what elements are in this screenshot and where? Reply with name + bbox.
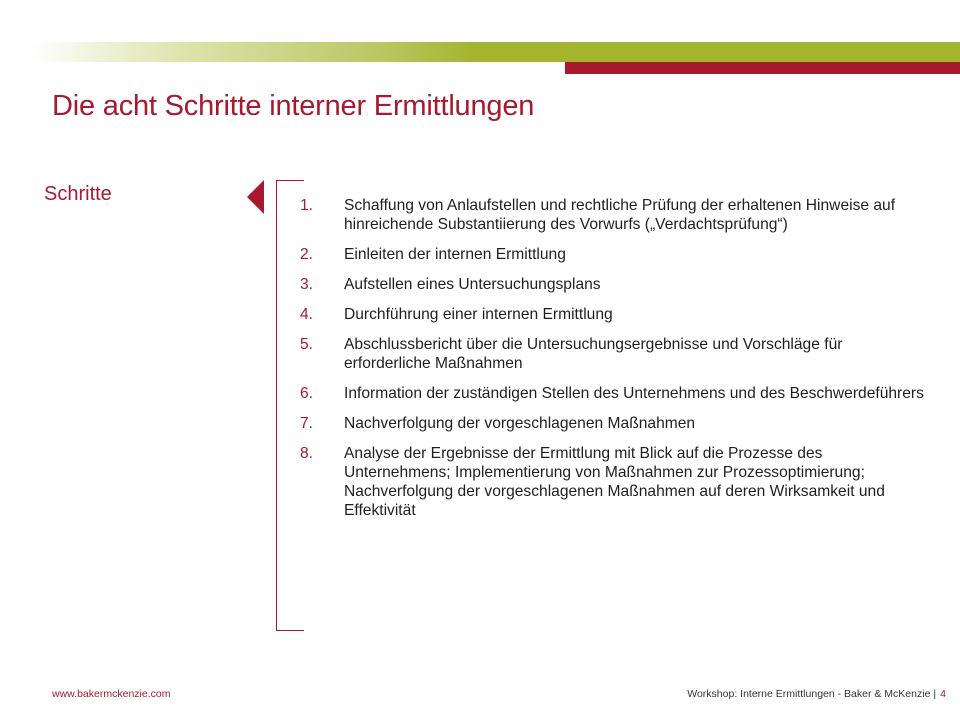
footer-caption-group [687,688,946,700]
step-item [300,335,930,373]
step-number: 8. [300,445,314,462]
step-item [300,444,930,520]
header-gradient-bar [30,42,960,62]
step-item [300,414,930,433]
step-number: 2. [300,246,314,263]
step-item [300,196,930,234]
step-item [300,275,930,294]
header-red-bar [565,62,960,74]
step-number: 1. [300,197,314,214]
step-number: 6. [300,385,314,402]
step-text: Nachverfolgung der vorgeschlagenen Maßnahmen [344,415,696,432]
step-text: Durchführung einer internen Ermittlung [344,306,613,323]
step-text: Information der zuständigen Stellen des Unternehmens und des Beschwerdeführers [344,385,924,402]
step-item [300,245,930,264]
step-text: Schaffung von Anlaufstellen und rechtliche Prüfung der erhaltenen Hinweise auf hinreichende Substantiierung des Vorwurfs („Verdachtsprüfung“) [344,197,896,233]
step-text: Aufstellen eines Untersuchungsplans [344,276,601,293]
steps-list [300,196,930,531]
step-text: Analyse der Ergebnisse der Ermittlung mit Blick auf die Prozesse des Unternehmens; Implementierung von Maßnahmen zur Prozessoptimierung; Nachverfolgung der vorgeschlagenen Maßnahmen auf deren Wirksamkeit und Effektivität [344,445,885,519]
step-number: 5. [300,336,314,353]
page-number: 4 [940,688,946,700]
step-number: 3. [300,276,314,293]
footer-caption: Workshop: Interne Ermittlungen - Baker & McKenzie [687,688,931,700]
step-text: Abschlussbericht über die Untersuchungsergebnisse und Vorschläge für erforderliche Maßnahmen [344,336,843,372]
step-item [300,305,930,324]
step-text: Einleiten der internen Ermittlung [344,246,566,263]
left-arrow-icon [247,180,264,214]
slide-title: Die acht Schritte interner Ermittlungen [52,90,535,122]
step-number: 4. [300,306,314,323]
footer-separator: | [933,688,937,700]
step-number: 7. [300,415,314,432]
section-label: Schritte [44,183,112,205]
footer-url[interactable]: www.bakermckenzie.com [52,688,171,700]
step-item [300,384,930,403]
